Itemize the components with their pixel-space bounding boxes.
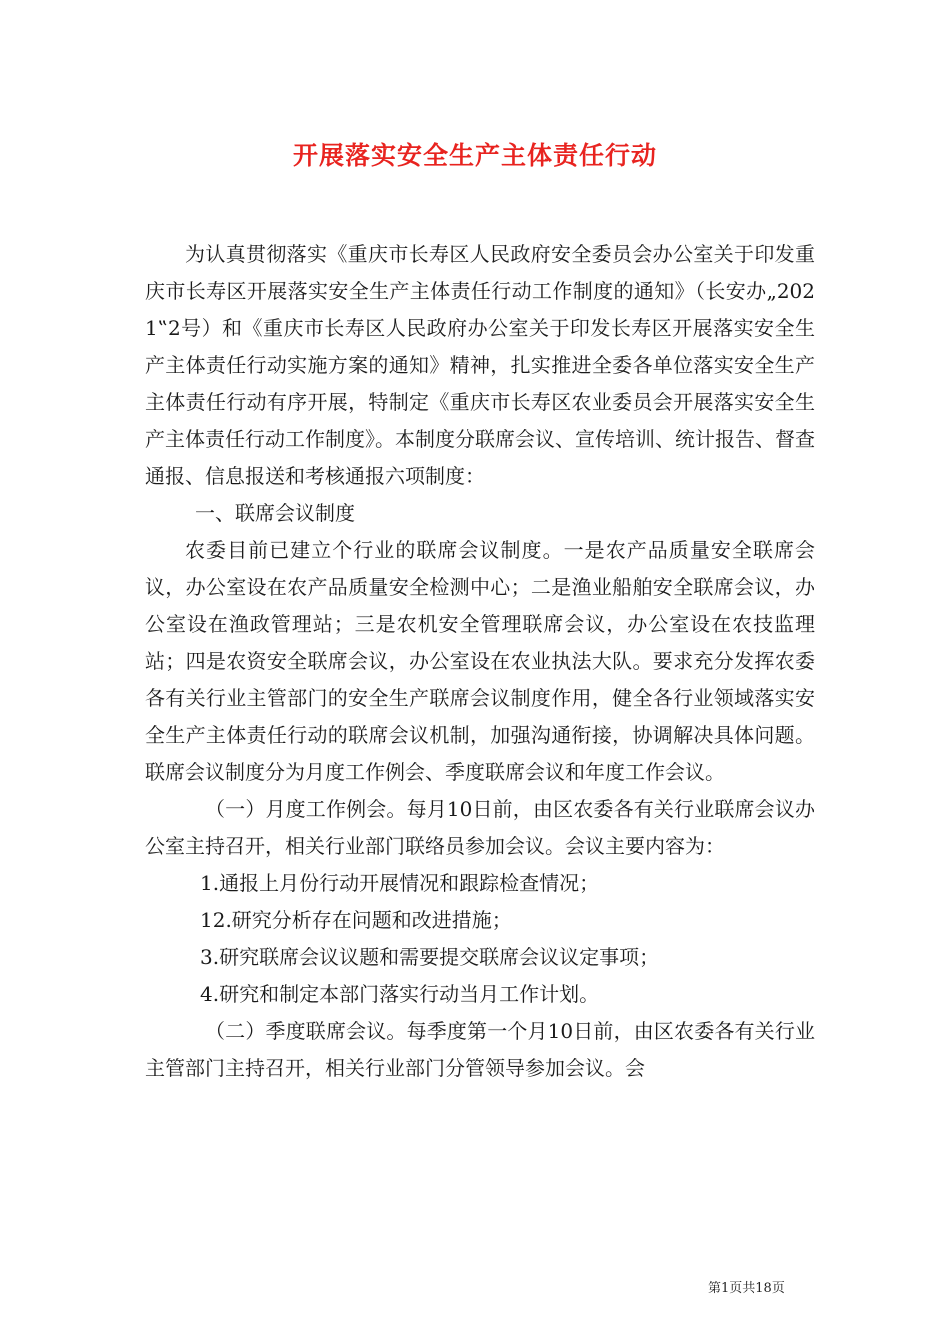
list-item: 3.研究联席会议议题和需要提交联席会议议定事项；: [200, 945, 660, 969]
list-item: 4.研究和制定本部门落实行动当月工作计划。: [200, 982, 600, 1006]
list-item: 12.研究分析存在问题和改进措施；: [200, 908, 512, 932]
section-heading: 一、联席会议制度: [195, 501, 355, 525]
subsection-paragraph: （一）月度工作例会。每月10日前，由区农委各有关行业联席会议办公室主持召开，相关行业部门联络员参加会议。会议主要内容为：: [145, 797, 815, 858]
document-title: 开展落实安全生产主体责任行动: [292, 141, 657, 170]
subsection-paragraph: （二）季度联席会议。每季度第一个月10日前，由区农委各有关行业主管部门主持召开，相关行业部门分管领导参加会议。会: [145, 1019, 815, 1080]
list-item: 1.通报上月份行动开展情况和跟踪检查情况；: [200, 871, 600, 895]
intro-paragraph: 为认真贯彻落实《重庆市长寿区人民政府安全委员会办公室关于印发重庆市长寿区开展落实安全生产主体责任行动工作制度的通知》（长安办„2021‟2号）和《重庆市长寿区人民政府办公室关于印发长寿区开展落实安全生产主体责任行动实施方案的通知》精神，扎实推进全委各单位落实安全生产主体责任行动有序开展，特制定《重庆市长寿区农业委员会开展落实安全生产主体责任行动工作制度》。本制度分联席会议、宣传培训、统计报告、督查通报、信息报送和考核通报六项制度：: [145, 242, 815, 488]
body-paragraph: 农委目前已建立个行业的联席会议制度。一是农产品质量安全联席会议，办公室设在农产品质量安全检测中心；二是渔业船舶安全联席会议，办公室设在渔政管理站；三是农机安全管理联席会议，办公室设在农技监理站；四是农资安全联席会议，办公室设在农业执法大队。要求充分发挥农委各有关行业主管部门的安全生产联席会议制度作用，健全各行业领域落实安全生产主体责任行动的联席会议机制，加强沟通衔接，协调解决具体问题。联席会议制度分为月度工作例会、季度联席会议和年度工作会议。: [145, 538, 815, 784]
document-body: [145, 236, 815, 1087]
page-number: 第1页共18页: [708, 1281, 785, 1296]
